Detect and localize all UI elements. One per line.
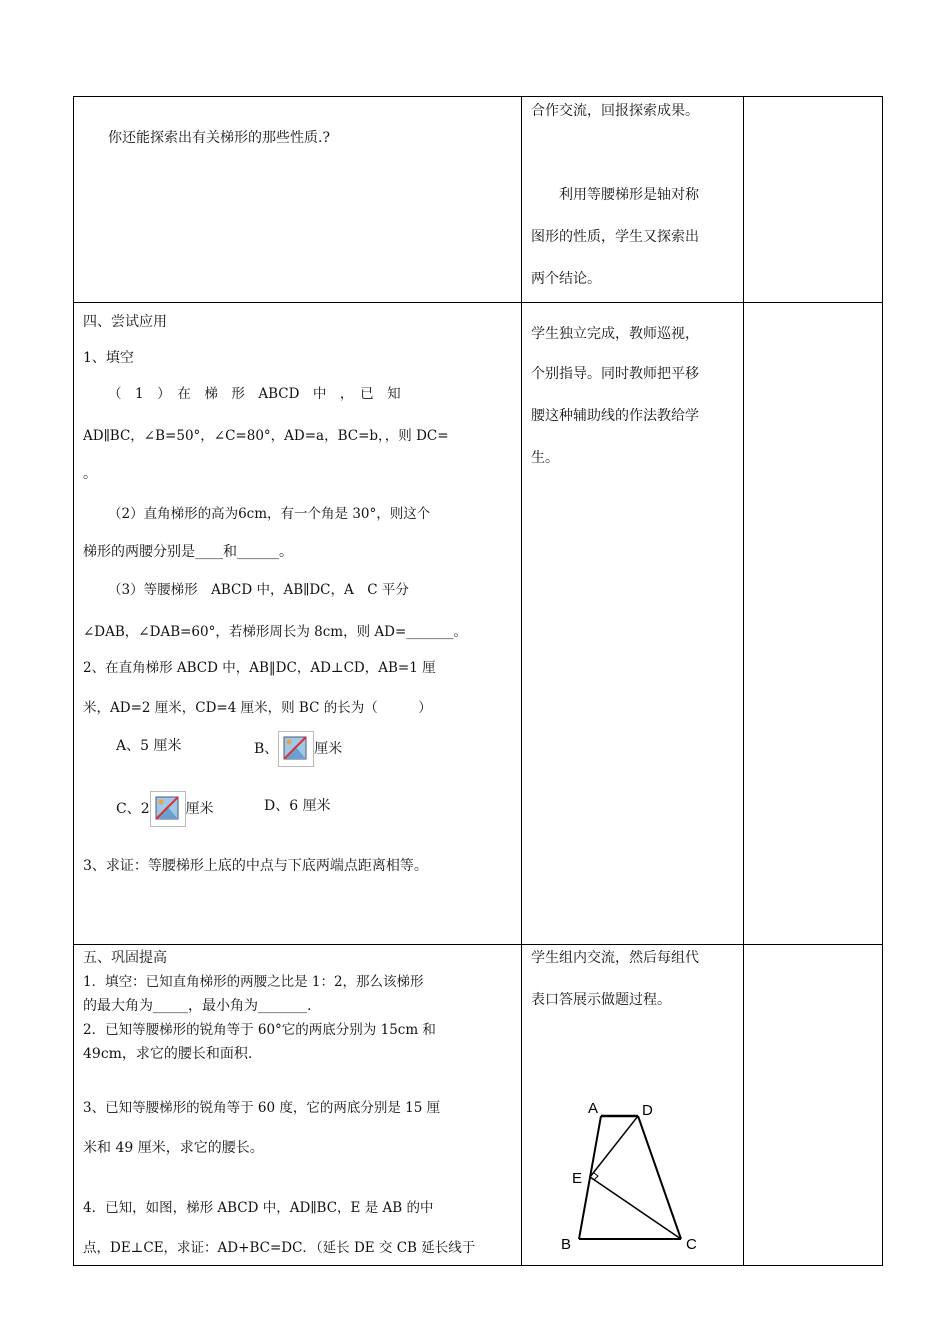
option-b-unit: 厘米	[314, 741, 343, 757]
row2-activity-line: 腰这种辅助线的作法教给学	[531, 408, 699, 424]
figure-line	[590, 1116, 638, 1177]
exercise-text: 的最大角为_____，最小角为_______.	[83, 998, 312, 1014]
table-row	[74, 945, 883, 1266]
lesson-table	[73, 96, 883, 1266]
row3-content-cell	[74, 945, 522, 1266]
exercise-text: 1．填空：已知直角梯形的两腰之比是 1：2，那么该梯形	[83, 974, 424, 990]
row3-activity-line: 表口答展示做题过程。	[531, 992, 671, 1008]
exercise-text: 49cm，求它的腰长和面积.	[83, 1046, 253, 1062]
label-a: A	[588, 1100, 599, 1117]
row1-notes-cell	[744, 97, 883, 303]
option-d: D、6 厘米	[264, 798, 331, 814]
option-b	[254, 731, 342, 767]
question-3: 3、求证：等腰梯形上底的中点与下底两端点距离相等。	[83, 858, 428, 874]
question-text: ∠DAB，∠DAB=60°，若梯形周长为 8cm，则 AD=_______。	[83, 624, 468, 640]
row1-activity-line: 合作交流，回报探索成果。	[531, 103, 699, 119]
label-c: C	[686, 1236, 697, 1253]
option-c-label: C、2	[116, 801, 150, 817]
exercise-text: 点，DE⊥CE，求证：AD+BC=DC．（延长 DE 交 CB 延长线于	[83, 1240, 476, 1256]
exercise-text: 2．已知等腰梯形的锐角等于 60°它的两底分别为 15cm 和	[83, 1022, 436, 1038]
section-heading: 五、巩固提高	[83, 950, 167, 966]
row1-activity-line: 两个结论。	[531, 271, 601, 287]
row1-question: 你还能探索出有关梯形的那些性质.?	[108, 130, 330, 146]
right-angle-mark	[594, 1173, 598, 1180]
row3-notes-cell	[744, 945, 883, 1266]
figure-line	[638, 1116, 681, 1239]
question-text: AD∥BC，∠B=50°，∠C=80°，AD=a，BC=b，，则 DC=	[83, 428, 449, 444]
row1-activity-cell	[522, 97, 744, 303]
option-a: A、5 厘米	[116, 738, 182, 754]
option-c	[116, 791, 214, 827]
row2-activity-line: 生。	[531, 450, 559, 466]
label-d: D	[642, 1102, 653, 1119]
exercise-text: 米和 49 厘米，求它的腰长。	[83, 1140, 264, 1156]
table-row	[74, 303, 883, 945]
question-1-title: 1、填空	[83, 350, 134, 366]
row2-content-cell	[74, 303, 522, 945]
broken-image-icon	[278, 731, 314, 767]
question-text: （ 1 ） 在 梯 形 ABCD 中 ， 已 知	[108, 386, 401, 402]
question-text: （2）直角梯形的高为6cm，有一个角是 30°，则这个	[108, 506, 431, 522]
question-text: 。	[83, 466, 97, 482]
table-row	[74, 97, 883, 303]
row2-activity-cell	[522, 303, 744, 945]
row1-activity-line: 利用等腰梯形是轴对称	[559, 187, 699, 203]
row1-activity-line: 图形的性质，学生又探索出	[531, 229, 699, 245]
question-text: 米，AD=2 厘米，CD=4 厘米，则 BC 的长为（ ）	[83, 700, 432, 716]
question-text: （3）等腰梯形 ABCD 中，AB∥DC，A C 平分	[108, 582, 409, 598]
row1-content-cell	[74, 97, 522, 303]
section-heading: 四、尝试应用	[83, 314, 167, 330]
exercise-text: 4．已知，如图，梯形 ABCD 中，AD∥BC，E 是 AB 的中	[83, 1200, 434, 1216]
row2-notes-cell	[744, 303, 883, 945]
question-text: 梯形的两腰分别是____和______。	[83, 544, 293, 560]
label-e: E	[572, 1170, 583, 1187]
row2-activity-line: 学生独立完成，教师巡视，	[531, 326, 699, 342]
exercise-text: 3、已知等腰梯形的锐角等于 60 度，它的两底分别是 15 厘	[83, 1100, 441, 1116]
broken-image-icon	[150, 791, 186, 827]
option-c-unit: 厘米	[185, 801, 214, 817]
label-b: B	[561, 1236, 572, 1253]
trapezoid-figure	[552, 1093, 752, 1263]
row2-activity-line: 个别指导。同时教师把平移	[531, 366, 699, 382]
question-text: 2、在直角梯形 ABCD 中，AB‖DC，AD⊥CD，AB=1 厘	[83, 660, 436, 676]
option-b-label: B、	[254, 741, 279, 757]
figure-line	[590, 1177, 681, 1239]
row3-activity-cell	[522, 945, 744, 1266]
row3-activity-line: 学生组内交流，然后每组代	[531, 950, 699, 966]
